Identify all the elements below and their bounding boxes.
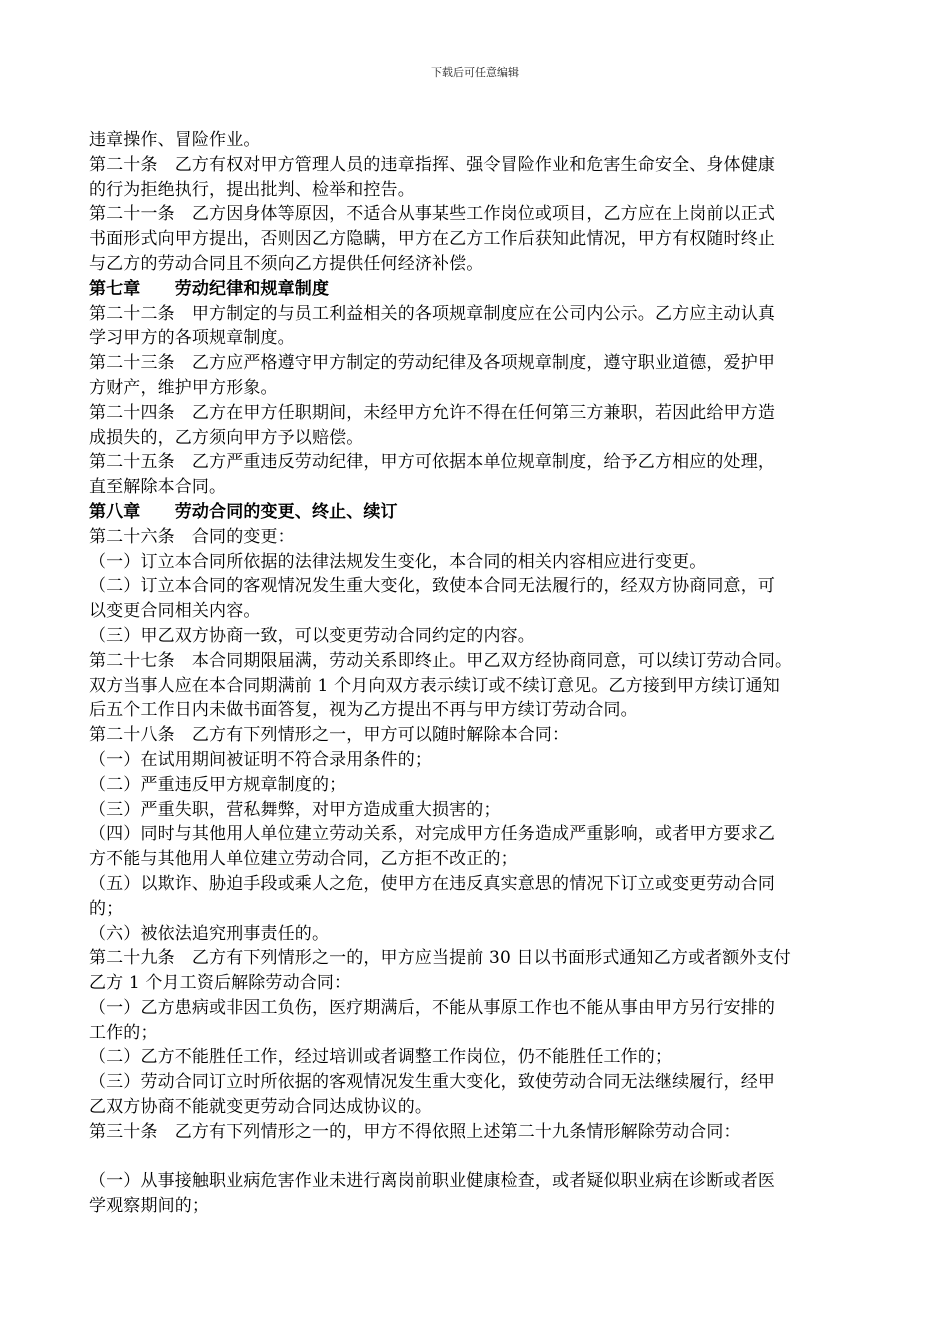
text-line: 第二十四条 乙方在甲方任职期间，未经甲方允许不得在任何第三方兼职，若因此给甲方造	[89, 402, 775, 423]
text-line: 方不能与其他用人单位建立劳动合同，乙方拒不改正的；	[89, 849, 518, 870]
text-line: 第二十一条 乙方因身体等原因，不适合从事某些工作岗位或项目，乙方应在上岗前以正式	[89, 204, 775, 225]
text-line: 学观察期间的；	[89, 1196, 210, 1217]
text-line: 第二十六条 合同的变更：	[89, 526, 295, 547]
text-line: （三）严重失职，营私舞弊，对甲方造成重大损害的；	[89, 799, 501, 820]
text-line: （二）严重违反甲方规章制度的；	[89, 774, 347, 795]
chapter-heading: 第八章 劳动合同的变更、终止、续订	[89, 501, 398, 522]
text-line: 第三十条 乙方有下列情形之一的，甲方不得依照上述第二十九条情形解除劳动合同：	[89, 1121, 741, 1142]
text-line: 成损失的，乙方须向甲方予以赔偿。	[89, 427, 364, 448]
text-line: （六）被依法追究刑事责任的。	[89, 923, 330, 944]
text-line: 双方当事人应在本合同期满前 1 个月向双方表示续订或不续订意见。乙方接到甲方续订通知	[89, 675, 780, 696]
text-line: （五）以欺诈、胁迫手段或乘人之危，使甲方在违反真实意思的情况下订立或变更劳动合同	[89, 873, 775, 894]
text-line: 第二十七条 本合同期限届满，劳动关系即终止。甲乙双方经协商同意，可以续订劳动合同。	[89, 650, 793, 671]
text-line: 书面形式向甲方提出，否则因乙方隐瞒，甲方在乙方工作后获知此情况，甲方有权随时终止	[89, 229, 775, 250]
text-line: 乙双方协商不能就变更劳动合同达成协议的。	[89, 1097, 432, 1118]
text-line: 乙方 1 个月工资后解除劳动合同：	[89, 973, 352, 994]
document-body	[89, 128, 864, 1219]
text-line: 第二十三条 乙方应严格遵守甲方制定的劳动纪律及各项规章制度，遵守职业道德，爱护甲	[89, 353, 775, 374]
text-line: （二）订立本合同的客观情况发生重大变化，致使本合同无法履行的，经双方协商同意，可	[89, 576, 775, 597]
text-line: 第二十八条 乙方有下列情形之一，甲方可以随时解除本合同：	[89, 725, 570, 746]
text-line: （一）订立本合同所依据的法律法规发生变化，本合同的相关内容相应进行变更。	[89, 551, 707, 572]
text-line: 第二十五条 乙方严重违反劳动纪律，甲方可依据本单位规章制度，给予乙方相应的处理，	[89, 452, 775, 473]
text-line: 工作的；	[89, 1022, 158, 1043]
text-line: 第二十九条 乙方有下列情形之一的，甲方应当提前 30 日以书面形式通知乙方或者额外支付	[89, 948, 791, 969]
blank-line	[89, 1145, 864, 1170]
text-line: （一）乙方患病或非因工负伤，医疗期满后，不能从事原工作也不能从事由甲方另行安排的	[89, 997, 775, 1018]
chapter-heading: 第七章 劳动纪律和规章制度	[89, 278, 330, 299]
text-line: （四）同时与其他用人单位建立劳动关系，对完成甲方任务造成严重影响，或者甲方要求乙	[89, 824, 775, 845]
text-line: 方财产，维护甲方形象。	[89, 377, 278, 398]
text-line: 与乙方的劳动合同且不须向乙方提供任何经济补偿。	[89, 253, 484, 274]
text-line: （一）在试用期间被证明不符合录用条件的；	[89, 749, 432, 770]
text-line: 的行为拒绝执行，提出批判、检举和控告。	[89, 179, 415, 200]
text-line: 第二十条 乙方有权对甲方管理人员的违章指挥、强令冒险作业和危害生命安全、身体健康	[89, 154, 775, 175]
page-header: 下载后可任意编辑	[431, 66, 519, 79]
text-line: 的；	[89, 898, 124, 919]
text-line: 违章操作、冒险作业。	[89, 130, 261, 150]
text-line: 后五个工作日内未做书面答复，视为乙方提出不再与甲方续订劳动合同。	[89, 700, 638, 721]
text-line: （三）劳动合同订立时所依据的客观情况发生重大变化，致使劳动合同无法继续履行，经甲	[89, 1072, 775, 1093]
text-line: （三）甲乙双方协商一致，可以变更劳动合同约定的内容。	[89, 625, 535, 646]
text-line: 直至解除本合同。	[89, 477, 227, 498]
text-line: （一）从事接触职业病危害作业未进行离岗前职业健康检查，或者疑似职业病在诊断或者医	[89, 1171, 775, 1192]
text-line: 学习甲方的各项规章制度。	[89, 328, 295, 349]
text-line: 以变更合同相关内容。	[89, 601, 261, 622]
text-line: 第二十二条 甲方制定的与员工利益相关的各项规章制度应在公司内公示。乙方应主动认真	[89, 303, 775, 324]
text-line: （二）乙方不能胜任工作，经过培训或者调整工作岗位，仍不能胜任工作的；	[89, 1047, 673, 1068]
